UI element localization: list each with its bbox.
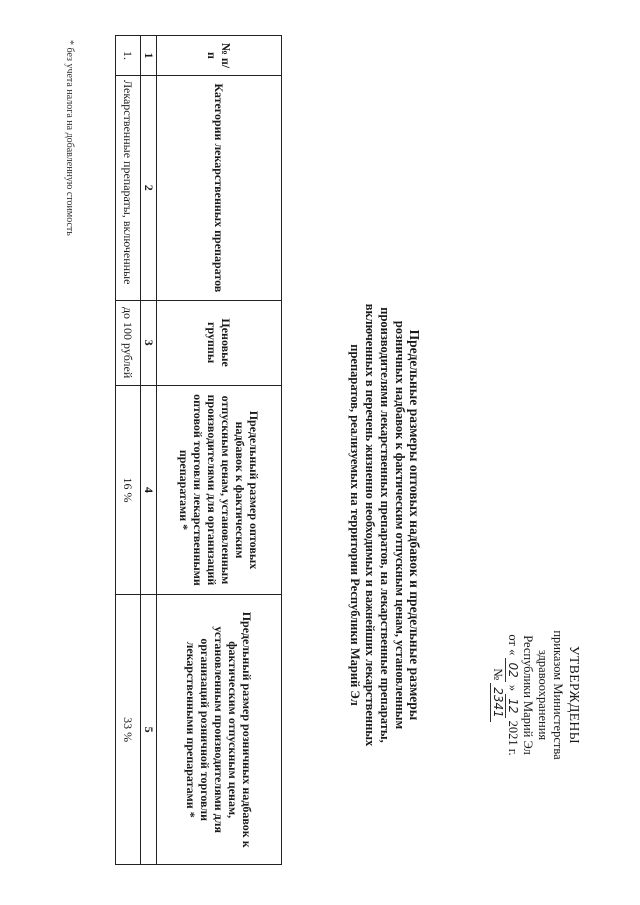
title-line-5: препаратов, реализуемых на территории Республики Марий Эл [348, 344, 362, 706]
header-number: № п/п [157, 36, 282, 76]
approval-stamp: УТВЕРЖДЕНЫ [567, 645, 582, 745]
date-mid: » [506, 684, 520, 692]
approval-date [505, 590, 520, 800]
row-price-group: до 100 рублей [116, 300, 141, 385]
col-number-5: 5 [141, 595, 157, 865]
title-line-3: производителями лекарственных препаратов, на лекарственные препараты, [378, 307, 392, 743]
footnote: * без учета налога на добавленную стоимость [64, 40, 75, 236]
title-line-2: розничных надбавок к фактическим отпускным ценам, установленным [393, 320, 407, 730]
approval-number [490, 590, 505, 800]
col-number-1: 1 [141, 36, 157, 76]
approval-line-1: приказом Министерства [551, 630, 565, 760]
col-number-2: 2 [141, 75, 157, 300]
header-retail: Предельный размер розничных надбавок к фактическим отпускным ценам, установленным производителями для организаций розничной торговли лекарственными препаратами * [157, 595, 282, 865]
approval-block [490, 590, 582, 800]
header-category: Категории лекарственных препаратов [157, 75, 282, 300]
title-line-4: включенных в перечень жизненно необходимых и важнейших лекарственных [363, 303, 377, 747]
row-category: Лекарственные препараты, включенные [116, 75, 141, 300]
date-year: 2021 г. [506, 720, 520, 756]
title-line-1: Предельные размеры оптовых надбавок и предельные размеры [407, 329, 422, 721]
row-wholesale: 16 % [116, 385, 141, 595]
date-month-handwritten: 12 [505, 694, 519, 717]
row-retail: 33 % [116, 595, 141, 865]
date-prefix: от « [506, 634, 520, 656]
col-number-3: 3 [141, 300, 157, 385]
header-wholesale: Предельный размер оптовых надбавок к фактическим отпускным ценам, установленным производителями для организаций оптовой торговли лекарственными препаратами * [157, 385, 282, 595]
table-numbering-row [141, 36, 157, 865]
document-title [347, 230, 422, 820]
markup-table [115, 35, 282, 865]
row-number: 1. [116, 36, 141, 76]
date-day-handwritten: 02 [505, 658, 519, 681]
table-row [116, 36, 141, 865]
number-handwritten: 2341 [490, 683, 504, 722]
approval-line-3: Республики Марий Эл [521, 635, 535, 755]
header-price-group: Ценовые группы [157, 300, 282, 385]
approval-line-2: здравоохранения [536, 649, 550, 741]
number-prefix: № [491, 668, 505, 681]
table-header-row [157, 36, 282, 865]
col-number-4: 4 [141, 385, 157, 595]
